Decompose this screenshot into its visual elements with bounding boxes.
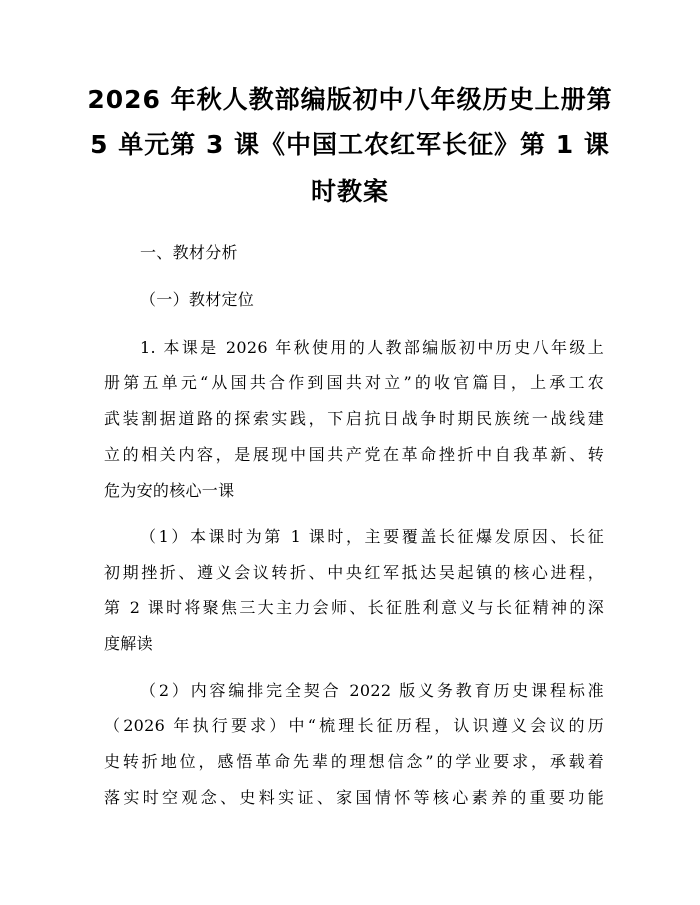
paragraph-1-line-2: 册第五单元“从国共合作到国共对立”的收官篇目，上承工农 [104, 373, 604, 392]
paragraph-3-line-3: 史转折地位，感悟革命先辈的理想信念”的学业要求，承载着 [104, 752, 604, 771]
document-title-line-3: 时教案 [310, 177, 389, 206]
document-title-line-1: 2026 年秋人教部编版初中八年级历史上册第 [87, 85, 613, 114]
subsection-heading: （一）教材定位 [140, 290, 255, 309]
paragraph-2-line-1: （1）本课时为第 1 课时，主要覆盖长征爆发原因、长征 [140, 527, 604, 546]
paragraph-2-line-2: 初期挫折、遵义会议转折、中央红军抵达吴起镇的核心进程， [104, 563, 604, 582]
paragraph-2-line-4: 度解读 [104, 634, 153, 653]
paragraph-3-line-2: （2026 年执行要求）中“梳理长征历程，认识遵义会议的历 [104, 716, 604, 735]
paragraph-2-line-3: 第 2 课时将聚焦三大主力会师、长征胜利意义与长征精神的深 [104, 598, 604, 617]
document-title-line-2: 5 单元第 3 课《中国工农红军长征》第 1 课 [90, 130, 610, 159]
paragraph-3-line-1: （2）内容编排完全契合 2022 版义务教育历史课程标准 [140, 681, 604, 700]
paragraph-1-line-3: 武装割据道路的探索实践，下启抗日战争时期民族统一战线建 [104, 409, 604, 428]
paragraph-1-line-4: 立的相关内容，是展现中国共产党在革命挫折中自我革新、转 [104, 445, 604, 464]
paragraph-3-line-4: 落实时空观念、史料实证、家国情怀等核心素养的重要功能 [104, 788, 604, 807]
paragraph-1-line-5: 危为安的核心一课 [104, 481, 235, 500]
section-heading: 一、教材分析 [140, 243, 238, 262]
paragraph-1-line-1: 1. 本课是 2026 年秋使用的人教部编版初中历史八年级上 [140, 338, 604, 357]
